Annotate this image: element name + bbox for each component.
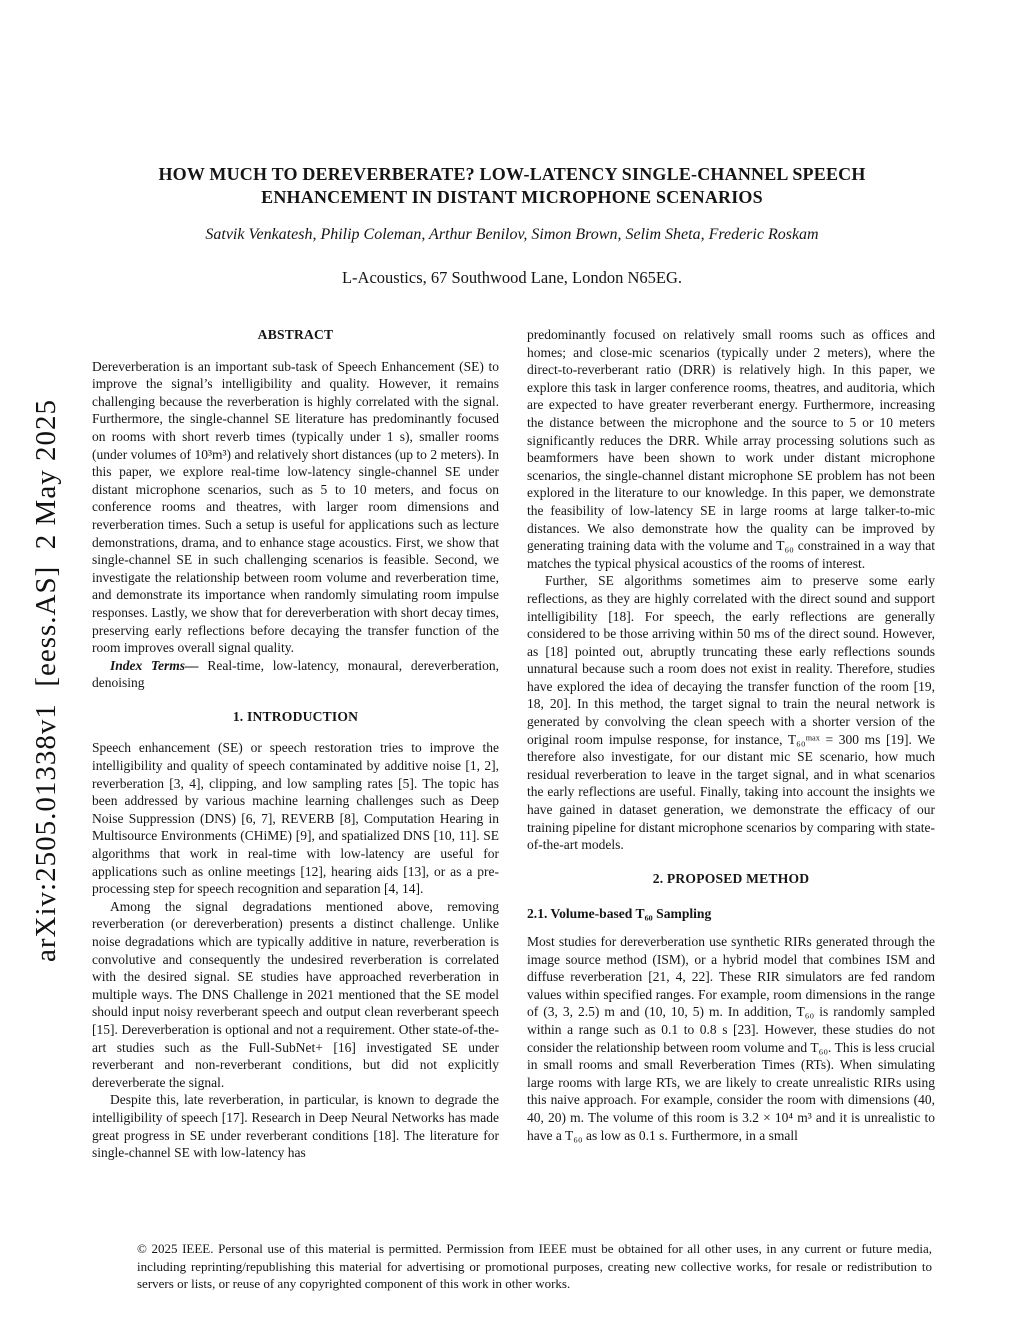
abstract-text: Dereverberation is an important sub-task of Speech Enhancement (SE) to improve the signal’s intelligibility and quality. However, it remains challenging because the reverberation is highly correlated with the signal. Furthermore, the single-channel SE literature has predominantly focused on rooms with short reverb times (typically under 1 s), smaller rooms (under volumes of 10³m³) and relatively short distances (up to 2 meters). In this paper, we explore real-time low-latency single-channel SE under distant microphone scenarios, such as 5 to 10 meters, and focus on conference rooms and theatres, with larger room dimensions and reverberation times. Such a setup is useful for applications such as lecture demonstrations, drama, and to enhance stage acoustics. First, we show that single-channel SE in such challenging scenarios is feasible. Second, we investigate the relationship between room volume and reverberation time, and demonstrate its importance when randomly simulating room impulse responses. Lastly, we show that for dereverberation with short decay times, preserving early reflections before decaying the transfer function of the room improves overall signal quality. xyxy=(92,358,499,656)
introduction-paragraph-4-continued: predominantly focused on relatively small rooms such as offices and homes; and close-mic scenarios (typically under 2 meters), where the direct-to-reverberant ratio (DRR) is relatively high. In this paper, we explore this task in larger conference rooms, theatres, and auditoria, which are expected to have greater reverberant energy. Furthermore, increasing the distance between the microphone and the source to 5 or 10 meters significantly reduces the DRR. While array processing solutions such as beamformers have been shown to work under distant microphone scenarios, the single-channel distant microphone SE problem has not been explored in the literature to our knowledge. In this paper, we demonstrate the feasibility of low-latency SE in large rooms at large talker-to-mic distances. We also demonstrate how the quality can be improved by generating training data with the volume and T₆₀ constrained in a way that matches the typical physical acoustics of the rooms of interest. xyxy=(527,327,935,571)
paper-title: HOW MUCH TO DEREVERBERATE? LOW-LATENCY SINGLE-CHANNEL SPEECH ENHANCEMENT IN DISTANT MICROPHONE SCENARIOS xyxy=(158,164,866,208)
introduction-paragraph-2: Among the signal degradations mentioned above, removing reverberation (or dereverberation) presents a distinct challenge. Unlike noise degradations which are typically additive in nature, reverberation is convolutive and consequently the undesired reverberation is correlated with the desired signal. SE studies have approached reverberation in multiple ways. The DNS Challenge in 2021 mentioned that the SE model should input noisy reverberant speech and output clean reverberant speech [15]. Dereverberation is optional and not a requirement. Other state-of-the-art studies such as the Full-SubNet+ [16] investigated SE under reverberant and non-reverberant conditions, but did not explicitly dereverberate the signal. xyxy=(92,898,499,1090)
copyright-notice: © 2025 IEEE. Personal use of this material is permitted. Permission from IEEE must be obtained for all other uses, in any current or future media, including reprinting/republishing this material for advertising or promotional purposes, creating new collective works, for resale or redistribution to servers or lists, or reuse of any copyrighted component of this work in other works. xyxy=(137,1241,932,1291)
paper-affiliation: L-Acoustics, 67 Southwood Lane, London N65EG. xyxy=(341,268,683,287)
proposed-method-heading: 2. PROPOSED METHOD xyxy=(652,870,810,886)
introduction-paragraph-1: Speech enhancement (SE) or speech restoration tries to improve the intelligibility and quality of speech contaminated by additive noise [1, 2], reverberation [3, 4], clipping, and low sampling rates [5]. The topic has been addressed by various machine learning challenges such as Deep Noise Suppression (DNS) [6, 7], REVERB [8], Computation Hearing in Multisource Environments (CHiME) [9], and spatialized DNS [10, 11]. SE algorithms that work in real-time with low-latency are useful for applications such as online meetings [12], hearing aids [13], or as a pre-processing step for speech recognition and separation [4, 14]. xyxy=(92,740,499,897)
arxiv-watermark: arXiv:2505.01338v1 [eess.AS] 2 May 2025 xyxy=(30,399,62,962)
right-column xyxy=(527,326,935,1144)
index-terms-line xyxy=(92,657,499,692)
introduction-paragraph-3: Despite this, late reverberation, in particular, is known to degrade the intelligibility of speech [17]. Research in Deep Neural Networks has made great progress in SE under reverberant conditions [18]. The literature for single-channel SE with low-latency has xyxy=(92,1092,499,1161)
paper-authors: Satvik Venkatesh, Philip Coleman, Arthur Benilov, Simon Brown, Selim Sheta, Frederic Roskam xyxy=(205,226,819,243)
introduction-paragraph-5: Further, SE algorithms sometimes aim to preserve some early reflections, as they are highly correlated with the direct sound and support intelligibility [18]. For speech, the early reflections are generally considered to be those arriving within 50 ms of the direct sound. However, as [18] pointed out, abruptly truncating these early reflections sounds unnatural because such a room does not exist in reality. Therefore, studies have explored the idea of decaying the transfer function of the room [19, 18, 20]. In this method, the target signal to train the neural network is generated by convolving the clean speech with a shorter version of the original room impulse response, for instance, T₆₀ᵐᵃˣ = 300 ms [19]. We therefore also investigate, for our distant mic SE scenario, how much residual reverberation to leave in the target signal, and in what scenarios the early reflections are useful. Finally, taking into account the insights we have gained in dataset generation, we demonstrate the efficacy of our training pipeline for distant microphone scenarios by comparing with state-of-the-art models. xyxy=(527,573,935,853)
introduction-heading: 1. INTRODUCTION xyxy=(232,708,359,724)
index-terms-label: Index Terms— xyxy=(110,657,199,673)
abstract-heading: ABSTRACT xyxy=(257,327,334,342)
volume-sampling-subsection-heading: 2.1. Volume-based T₆₀ Sampling xyxy=(527,906,712,922)
index-terms-text: Real-time, low-latency, monaural, dereverberation, denoising xyxy=(92,657,499,691)
proposed-method-paragraph-1: Most studies for dereverberation use synthetic RIRs generated through the image source method (ISM), or a hybrid model that combines ISM and diffuse reverberation [21, 4, 22]. These RIR simulators are fed random values within specified ranges. For example, room dimensions in the range of (3, 3, 2.5) m and (10, 10, 5) m. In addition, T₆₀ is randomly sampled within a range such as 0.1 to 0.8 s [23]. However, these studies do not consider the relationship between room volume and T₆₀. This is less crucial in small rooms and small Reverberation Times (RTs). When simulating large rooms with large RTs, we are likely to create unrealistic RIRs using this naive approach. For example, consider the room with dimensions (40, 40, 20) m. The volume of this room is 3.2 × 10⁴ m³ and it is unrealistic to have a T₆₀ as low as 0.1 s. Furthermore, in a small xyxy=(527,934,935,1143)
left-column xyxy=(92,326,499,1162)
